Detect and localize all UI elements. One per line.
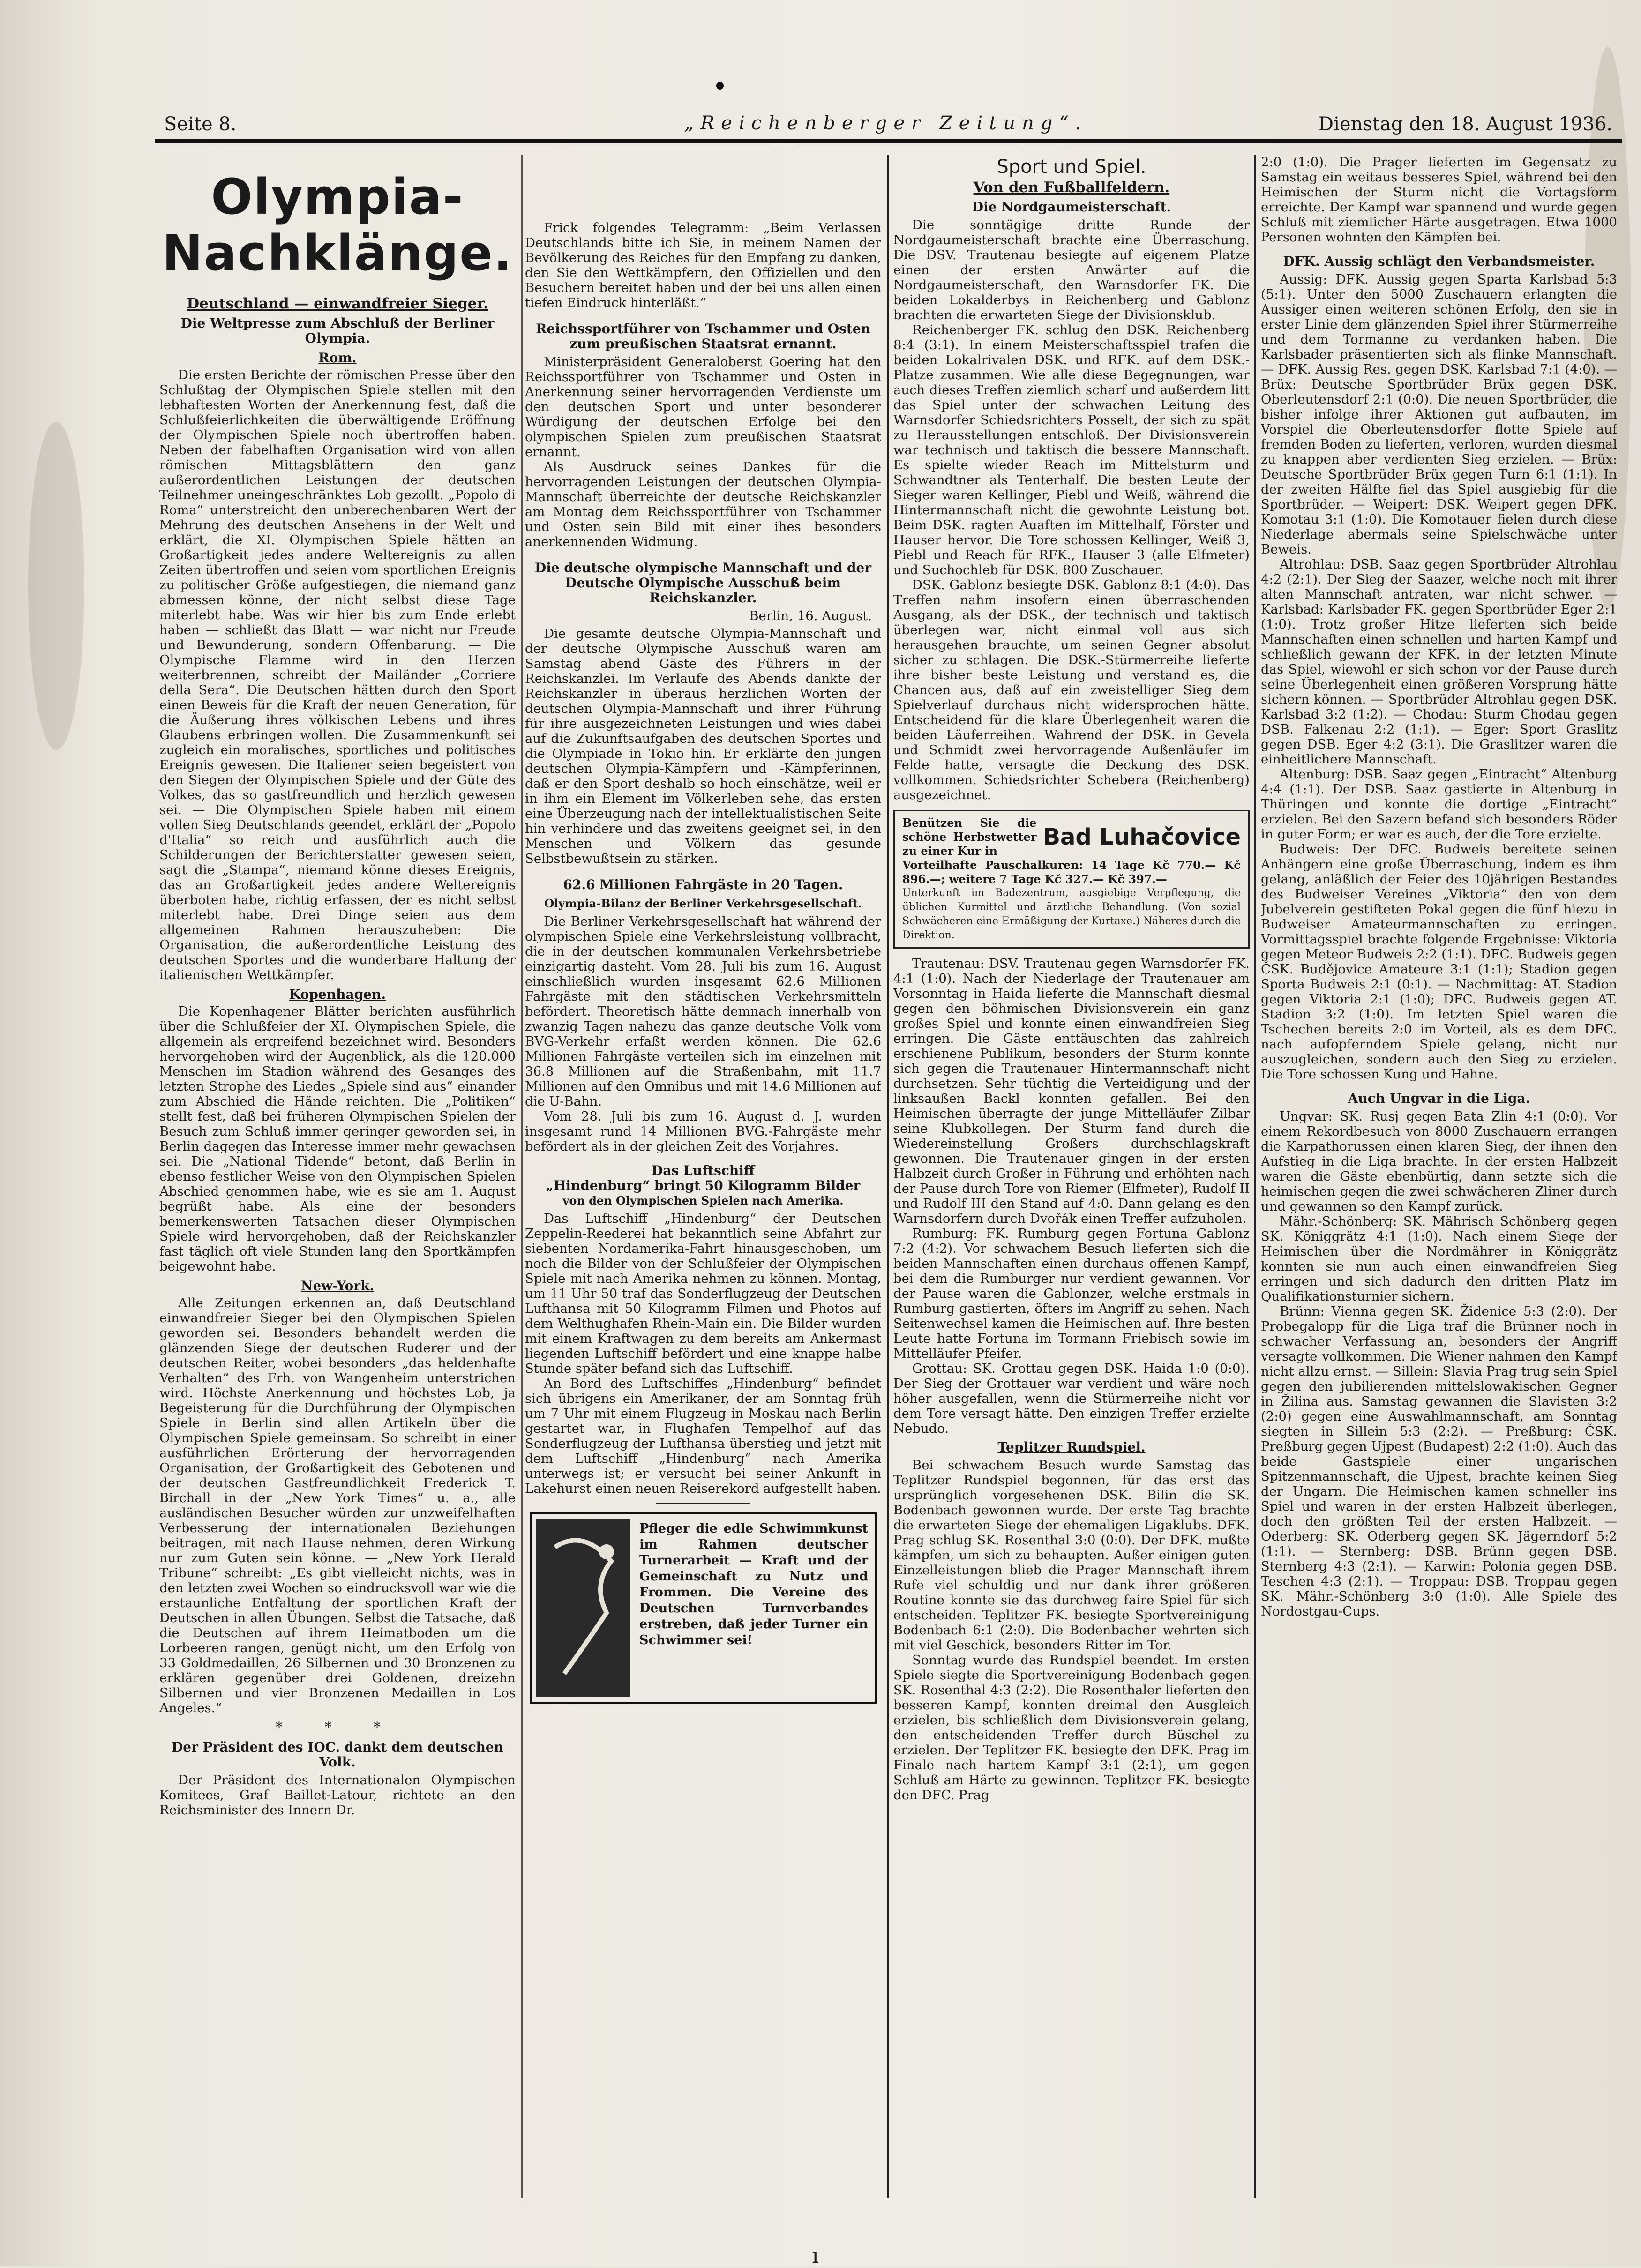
subheading-luftschiff-2: „Hindenburg“ bringt 50 Kilogramm Bilder xyxy=(546,1178,861,1193)
column-4 xyxy=(1261,155,1617,2198)
fold-mark: ı xyxy=(812,2243,819,2268)
advert-luhacovice xyxy=(893,810,1250,949)
column-1 xyxy=(159,155,516,2198)
subheading-tschammer: Reichssportführer von Tschammer und Osten zum preußischen Staatsrat ernannt. xyxy=(536,321,870,352)
column-2 xyxy=(525,155,881,2198)
paragraph: Alle Zeitungen erkennen an, daß Deutschland einwandfreier Sieger bei den Olympischen Spielen geworden sei. Besonders behandelt werden die glänzenden Siege der deutschen Ruderer und der deutschen Reiter, wobei besonders „das heldenhafte Verhalten“ des Frh. von Wangenheim unterstrichen wird. Höchste Anerkennung und höchstes Lob, ja Begeisterung für die Durchführung der Olympischen Spiele in Berlin sind allen Artikeln über die Olympischen Spiele gemeinsam. So schreibt in einer ausführlichen Erörterung der hervorragenden Organisation, der Großartigkeit des Gebotenen und der deutschen Gastfreundlichkeit Frederick T. Birchall in der „New York Times“ u. a., alle ausländischen Besucher würden zur unzweifelhaften Verbesserung der internationalen Beziehungen beitragen, mit nach Hause nehmen, deren Wirkung nur zum Guten sein könne. — „New York Herald Tribune“ schreibt: „Es gibt vielleicht nichts, was in den letzten zwei Wochen so eindrucksvoll war wie die erstaunliche Entfaltung der sportlichen Kraft der Deutschen in allen Übungen. Selbst die Tatsache, daß die Deutschen auf ihrem Heimatboden um die Lorbeeren rangen, genügt nicht, um den Erfolg von 33 Goldmedaillen, 26 Silbernen und 30 Bronzenen zu erklären gegenüber drei Goldenen, dreizehn Silbernen und vier Bronzenen Medaillen in Los Angeles.“ xyxy=(159,1295,516,1715)
column-divider xyxy=(521,155,523,2198)
article-kicker: Die Weltpresse zum Abschluß der Berliner Olympia. xyxy=(180,315,495,346)
paragraph: Reichenberger FK. schlug den DSK. Reichenberg 8:4 (3:1). In einem Meisterschaftsspiel trafen die beiden Lokalrivalen DSK. und RFK. auf dem DSK.-Platze zusammen. Wie alle diese Begegnungen, war auch dieses Treffen ziemlich scharf und außerdem litt das Spiel unter der schwachen Leitung des Warnsdorfer Schiedsrichters Posselt, der sich zu spät zu Herausstellungen entschloß. Der Divisionsverein war technisch und taktisch die bessere Mannschaft. Es spielte wieder Reach im Mittelsturm und Schwandtner als Tenterhalf. Die besten Leute der Sieger waren Kellinger, Piebl und Weiß, während die Hintermannschaft nicht die gewohnte Leistung bot. Beim DSK. ragten Auaften im Mittelhalf, Förster und Hauser hervor. Die Tore schossen Kellinger, Weiß 3, Piebl und Reach für RFK., Hauser 3 (alle Elfmeter) und Suchochleb für DSK. 800 Zuschauer. xyxy=(893,322,1250,577)
swimmer-icon xyxy=(536,1519,630,1697)
swimmer-illustration xyxy=(536,1519,630,1697)
paragraph: Budweis: Der DFC. Budweis bereitete seinen Anhängern eine große Überraschung, indem es ihm gelang, anläßlich der Feier des 10jährigen Bestandes des Budweiser Vereines „Viktoria“ den von dem Jubelverein gestifteten Pokal gegen die fünf hiezu in Budweiser Amateurmannschaften zu erringen. Vormittagsspiel brachte folgende Ergebnisse: Viktoria gegen Meteor Budweis 2:2 (1:1). DFC. Budweis gegen ČSK. Budějovice Amateure 3:1 (1:1); Stadion gegen Sporta Budweis 2:1 (0:1). — Nachmittag: AT. Stadion gegen Viktoria 2:1 (1:0); DFC. Budweis gegen AT. Stadion 3:2 (1:0). Im letzten Spiel waren die Tschechen bereits 2:0 im Vorteil, als es dem DFC. nach aufopferndem Spiele gelang, nicht nur auszugleichen, sondern auch den Sieg zu erzielen. Die Tore schossen Kung und Hahne. xyxy=(1261,842,1617,1082)
paragraph: 2:0 (1:0). Die Prager lieferten im Gegensatz zu Samstag ein weitaus besseres Spiel, während bei den Heimischen der Sturm nicht die Vortagsform erreichte. Der Kampf war spannend und wurde gegen Schluß mit ziemlicher Härte ausgetragen. Etwa 1000 Personen wohnten den Kämpfen bei. xyxy=(1261,155,1617,245)
advert-prices: Vorteilhafte Pauschalkuren: 14 Tage Kč 770.— Kč 896.—; weitere 7 Tage Kč 327.— Kč 397.— xyxy=(902,858,1241,886)
place-heading-rom: Rom. xyxy=(318,350,357,366)
paper-stain xyxy=(28,422,84,750)
paragraph: Die ersten Berichte der römischen Presse über den Schlußtag der Olympischen Spiele stellen mit den lebhaftesten Worten der Anerkennung fest, daß die Schlußfeierlichkeiten die überwältigende Eröffnung der Olympischen Spiele noch übertroffen haben. Neben der fabelhaften Organisation wird von allen römischen Mittagsblättern den ganz außerordentlichen Leistungen der deutschen Teilnehmer uneingeschränktes Lob gezollt. „Popolo di Roma“ unterstreicht den unberechenbaren Wert der Mehrung des deutschen Ansehens in der Welt und erklärt, die XI. Olympischen Spiele hätten an Großartigkeit jedes andere Weltereignis zu allen Zeiten übertroffen und seien vom sportlichen Ereignis zu politischer Größe aufgestiegen, die niemand ganz abmessen könne, der nicht selbst diese Tage miterlebt habe. Was wir hier bis zum Ende erlebt haben — schließt das Blatt — war nicht nur Freude und Bewunderung, sondern Offenbarung. — Die Olympische Flamme wird in den Herzen weiterbrennen, schreibt der Mailänder „Corriere della Sera“. Die Deutschen hätten durch den Sport einen Beweis für die Kraft der neuen Generation, für die Äußerung ihres völkischen Lebens und ihres Glaubens erbringen wollen. Die Zusammenkunft sei zugleich ein moralisches, sportliches und politisches Ereignis gewesen. Die Italiener seien begeistert von den Siegen der Olympischen Spiele und der Güte des Volkes, das so gastfreundlich und herzlich gewesen sei. — Die Olympischen Spiele haben mit einem vollen Sieg Deutschlands geendet, erklärt der „Popolo d'Italia“ so reich und ausführlich auch die Schilderungen der Berichterstatter gewesen seien, sagt die „Stampa“, niemand könne dieses Ereignis, das an Großartigkeit jedes andere Weltereignis überboten habe, richtig erfassen, der es nicht selbst miterlebt habe. Drei Dinge seien aus dem allgemeinen Rahmen herauszuheben: Die Organisation, die außerordentliche Leistung des deutschen Sportes und die wunderbare Haltung der italienischen Wettkämpfer. xyxy=(159,367,516,982)
subheading-fussball: Von den Fußballfeldern. xyxy=(973,179,1170,196)
advert-brand: Bad Luhačovice xyxy=(1043,824,1241,850)
paragraph: Aussig: DFK. Aussig gegen Sparta Karlsbad 5:3 (5:1). Unter den 5000 Zuschauern erlangten die Aussiger einen weiteren schönen Erfolg, den sie in erster Linie dem glänzenden Spiel ihrer Stürmerreihe und dem Tormanne zu verdanken haben. Die Karlsbader präsentierten sich als flinke Mannschaft. — DFK. Aussig Res. gegen DSK. Karlsbad 7:1 (4:0). — Brüx: Deutsche Sportbrüder Brüx gegen DSK. Oberleutensdorf 2:1 (0:0). Die neuen Sportbrüder, die bisher infolge ihrer Aktionen gut aufbauten, im Vorspiel die Oberleutensdorfer flotte Spiele auf fremden Boden zu lieferten, verloren, wurden diesmal zu knappen aber verdienten Sieg erzielen. — Brüx: Deutsche Sportbrüder Brüx gegen Turn 6:1 (1:1). In der zweiten Hälfte fiel das Spiel ausgiebig für die Sportbrüder. — Weipert: DSK. Weipert gegen DFK. Komotau 3:1 (1:0). Die Komotauer fielen durch diese Niederlage abermals seine Spielschwäche unter Beweis. xyxy=(1261,272,1617,557)
paragraph: Frick folgendes Telegramm: „Beim Verlassen Deutschlands bitte ich Sie, in meinem Namen der Bevölkerung des Reiches für den Empfang zu danken, den Sie den Wettkämpfern, den Offiziellen und den Besuchern bereitet haben und der bei uns allen einen tiefen Eindruck hinterläßt.“ xyxy=(525,220,881,310)
paragraph: Vom 28. Juli bis zum 16. August d. J. wurden insgesamt rund 14 Millionen BVG.-Fahrgäste mehr befördert als in der gleichen Zeit des Vorjahres. xyxy=(525,1109,881,1154)
short-rule xyxy=(656,1503,750,1504)
advert-schwimmen xyxy=(530,1512,877,1704)
subheading-ioc: Der Präsident des IOC. dankt dem deutschen Volk. xyxy=(171,1739,503,1770)
subheading-luftschiff-3: von den Olympischen Spielen nach Amerika. xyxy=(562,1194,844,1207)
paragraph: An Bord des Luftschiffes „Hindenburg“ befindet sich übrigens ein Amerikaner, der am Sonntag früh um 7 Uhr mit einem Flugzeug in Moskau nach Berlin gestartet war, in Flughafen Tempelhof auf das Sonderflugzeug der Lufthansa überstieg und jetzt mit dem Luftschiff „Hindenburg“ nach Amerika unterwegs ist; er versucht bei seiner Ankunft in Lakehurst einen neuen Reiserekord aufgestellt haben. xyxy=(525,1376,881,1496)
kicker-nordgau: Die Nordgaumeisterschaft. xyxy=(972,199,1171,215)
place-heading-newyork: New-York. xyxy=(300,1278,375,1294)
paragraph: Mähr.-Schönberg: SK. Mährisch Schönberg gegen SK. Königgrätz 4:1 (1:0). Nach einem Siege der Heimischen über die Nordmährer in Königgrätz konnten sie nun auch einen einwandfreien Sieg erringen und sich dadurch den dritten Platz im Qualifikationsturnier sichern. xyxy=(1261,1214,1617,1304)
top-center-dot xyxy=(716,82,724,90)
advert-details: Unterkunft im Badezentrum, ausgiebige Verpflegung, die üblichen Kurmittel und ärztliche Behandlung. (Von sozial Schwächeren eine Ermäßigung der Kurtaxe.) Näheres durch die Direktion. xyxy=(902,887,1241,941)
paragraph: Rumburg: FK. Rumburg gegen Fortuna Gablonz 7:2 (4:2). Vor schwachem Besuch lieferten sich die beiden Mannschaften einen durchaus offenen Kampf, bei dem die Rumburger nur verdient gewannen. Vor der Pause waren die Gablonzer, welche erstmals in Rumburg gastierten, öfters im Angriff zu sehen. Nach Seitenwechsel kamen die Heimischen auf. Ihre besten Leute hatte Fortuna im Tormann Friebisch sowie im Mittelläufer Pfeifer. xyxy=(893,1226,1250,1361)
section-title: Sport und Spiel. xyxy=(997,156,1146,178)
paragraph: Bei schwachem Besuch wurde Samstag das Teplitzer Rundspiel begonnen, für das erst das ursprünglich vorgesehenen DSK. Bilin die SK. Bodenbach gewonnen wurde. Der erste Tag brachte die erwarteten Siege der ehemaligen Ligaklubs. DFK. Prag schlug SK. Rosenthal 3:0 (0:0). Der DFK. mußte kämpfen, um sich zu behaupten. Außer einigen guten Einzelleistungen blieb die Prager Mannschaft ihrem Rufe viel schuldig und nur dank ihrer größeren Routine konnte sie das durchweg faire Spiel für sich entscheiden. Teplitzer FK. besiegte Sportvereinigung Bodenbach 6:1 (2:0). Die Bodenbacher wehrten sich mit viel Geschick, besonders Ritter im Tor. xyxy=(893,1458,1250,1653)
article-subheadline: Deutschland — einwandfreier Sieger. xyxy=(187,295,488,312)
subheading-aussig: DFK. Aussig schlägt den Verbandsmeister. xyxy=(1283,254,1595,269)
paragraph: Die Kopenhagener Blätter berichten ausführlich über die Schlußfeier der XI. Olympischen Spiele, die allgemein als ergreifend bezeichnet wird. Besonders hervorgehoben wird der Augenblick, als die 120.000 Menschen im Stadion während des Gesanges des letzten Strophe des Liedes „Spiele sind aus“ einander zum Abschied die Hände reichten. Die „Politiken“ stellt fest, daß bei früheren Olympischen Spielen der Besuch zum Schluß immer geringer geworden sei, in Berlin dagegen das Interesse immer mehr gewachsen sei. Die „National Tidende“ betont, daß Berlin in ebenso festlicher Weise von den Olympischen Spielen Abschied genommen habe, wie es sie am 1. August begrüßt habe. Als eine der besonders bemerkenswerten Tatsachen dieser Olympischen Spiele wird hervorgehoben, daß der Reichskanzler fast täglich oft viele Stunden lang den Sportkämpfen beigewohnt habe. xyxy=(159,1004,516,1274)
paragraph: Das Luftschiff „Hindenburg“ der Deutschen Zeppelin-Reederei hat bekanntlich seine Abfahrt zur siebenten Nordamerika-Fahrt hinausgeschoben, um noch die Bilder von der Schlußfeier der Olympischen Spiele mit nach Amerika nehmen zu können. Montag, um 11 Uhr 50 traf das Sonderflugzeug der Deutschen Lufthansa mit 50 Kilogramm Filmen und Photos auf dem Welthughafen Rhein-Main ein. Die Bilder wurden mit einem Kraftwagen zu dem bereits am Ankermast liegenden Luftschiff befördert und eine knappe halbe Stunde später befand sich das Luftschiff. xyxy=(525,1211,881,1376)
subheading-ungvar: Auch Ungvar in die Liga. xyxy=(1348,1091,1530,1106)
paragraph: Der Präsident des Internationalen Olympischen Komitees, Graf Baillet-Latour, richtete an den Reichsminister des Innern Dr. xyxy=(159,1773,516,1818)
page-header xyxy=(155,111,1617,139)
advert-line: Benützen Sie die schöne Herbstwetter zu einer Kur in xyxy=(902,816,1037,858)
subheading-teplitz: Teplitzer Rundspiel. xyxy=(997,1439,1146,1455)
paragraph: Die sonntägige dritte Runde der Nordgaumeisterschaft brachte eine Überraschung. Die DSV. Trautenau besiegte auf eigenem Platze einen der ersten Anwärter auf die Nordgaumeisterschaft, den Warnsdorfer FK. Die beiden Lokalderbys in Reichenberg und Gablonz brachten die erwarteten Siege der Divisionsklub. xyxy=(893,217,1250,322)
issue-date: Dienstag den 18. August 1936. xyxy=(1319,113,1612,135)
subheading-mannschaft: Die deutsche olympische Mannschaft und der Deutsche Olympische Ausschuß beim Reichskanzler. xyxy=(534,560,872,606)
paragraph: Als Ausdruck seines Dankes für die hervorragenden Leistungen der deutschen Olympia-Mannschaft überreichte der deutsche Reichskanzler am Montag dem Reichssportführer von Tschammer und Osten sein Bild mit einer ihes besonders anerkennenden Widmung. xyxy=(525,459,881,549)
kicker-bvg: Olympia-Bilanz der Berliner Verkehrsgesellschaft. xyxy=(544,897,862,910)
paragraph: Die gesamte deutsche Olympia-Mannschaft und der deutsche Olympische Ausschuß waren am Samstag abend Gäste des Führers in der Reichskanzlei. Im Verlaufe des Abends dankte der Reichskanzler in überaus herzlichen Worten der deutschen Olympia-Mannschaft und ihrer Führung für ihre ausgezeichneten Leistungen und wies dabei auf die Zukunftsaufgaben des deutschen Sportes und die Olympiade in Tokio hin. Er erklärte den jungen deutschen Olympia-Kämpfern und -Kämpferinnen, daß er den Sport deshalb so hoch einschätze, weil er in ihm ein Element im Völkerleben sehe, das ersten eine Überzeugung nach der intellektualistischen Seite hin verhindere und das zweitens geeignet sei, in den Menschen und Völkern das gesunde Selbstbewußtsein zu stärken. xyxy=(525,626,881,866)
separator-stars: * * * xyxy=(275,1719,400,1736)
article-headline: Olympia-Nachklänge. xyxy=(162,168,513,282)
paragraph: Sonntag wurde das Rundspiel beendet. Im ersten Spiele siegte die Sportvereinigung Bodenbach gegen SK. Rosenthal 4:3 (2:2). Die Rosenthaler lieferten den besseren Kampf, konnten dreimal den Ausgleich erzielen, bis schließlich dem Divisionsverein gelang, den entscheidenden Treffer durch Büschel zu erzielen. Der Teplitzer FK. besiegte den DFK. Prag im Finale nach hartem Kampf 3:1 (2:1), um gegen Schluß am Härte zu gewinnen. Teplitzer FK. besiegte den DFC. Prag xyxy=(893,1653,1250,1803)
header-rule xyxy=(155,139,1622,143)
dateline: Berlin, 16. August. xyxy=(749,608,872,623)
paragraph: Brünn: Vienna gegen SK. Židenice 5:3 (2:0). Der Probegalopp für die Liga traf die Brünner noch in schwacher Verfassung an, besonders der Angriff versagte vollkommen. Die Wiener nahmen den Kampf nicht allzu ernst. — Sillein: Slavia Prag trug sein Spiel gegen den jubilierenden mittelslowakischen Gegner in Žilina aus. Samstag gewannen die Slavisten 3:2 (2:0) gegen eine Auswahlmannschaft, am Sonntag siegten in Sillein 5:3 (2:2). — Preßburg: ČSK. Preßburg gegen Ujpest (Budapest) 2:2 (1:0). Auch das beide Gastspiele einer ungarischen Spitzenmannschaft, die Ujpest, brachte keinen Sieg der Ungarn. Die Heimischen kamen schneller ins Spiel und waren in der ersten Halbzeit überlegen, doch den größten Teil der ersten Halbzeit. — Oderberg: SK. Oderberg gegen SK. Jägerndorf 5:2 (1:1). — Sternberg: DSB. Brünn gegen DSB. Sternberg 4:3 (2:1). — Karwin: Polonia gegen DSB. Teschen 4:3 (2:1). — Troppau: DSB. Troppau gegen SK. Mähr.-Schönberg 3:0 (1:0). Alle Spiele des Nordostgau-Cups. xyxy=(1261,1304,1617,1619)
paragraph: Trautenau: DSV. Trautenau gegen Warnsdorfer FK. 4:1 (1:0). Nach der Niederlage der Trautenauer am Vorsonntag in Haida lieferte die Mannschaft diesmal gegen den böhmischen Divisionsverein ein ganz großes Spiel und konnte einen einwandfreien Sieg erringen. Die Gäste enttäuschten das zahlreich erschienene Publikum, besonders der Sturm konnte sich gegen die Trautenauer Hintermannschaft nicht durchsetzen. Sehr tüchtig die Verteidigung und der linksaußen Backl konnten gefallen. Bei den Heimischen überragte der junge Mittelläufer Zilbar seine Klubkollegen. Der Sturm fand durch die Wiedereinstellung Großers durchschlagskraft gewonnen. Die Trautenauer gingen in der ersten Halbzeit durch Großer in Führung und erhöhten nach der Pause durch Tore von Riemer (Elfmeter), Rudolf II und Rudolf III den Stand auf 4:0. Dann gelang es den Warnsdorfern durch Dvořák einen Treffer aufzuholen. xyxy=(893,956,1250,1226)
paragraph: Altenburg: DSB. Saaz gegen „Eintracht“ Altenburg 4:4 (1:1). Der DSB. Saaz gastierte in Altenburg in Thüringen und konnte die dortige „Eintracht“ erzielen. Bei den Sazern befand sich besonders Röder in guter Form; er war es auch, der die Tore erzielte. xyxy=(1261,767,1617,842)
page-number: Seite 8. xyxy=(164,113,237,135)
paragraph: Die Berliner Verkehrsgesellschaft hat während der olympischen Spiele eine Verkehrsleistung vollbracht, die in der deutschen kommunalen Verkehrsbetriebe einzigartig dasteht. Vom 28. Juli bis zum 16. August einschließlich wurden insgesamt 62.6 Millionen Fahrgäste mit den städtischen Verkehrsmitteln befördert. Theoretisch hätte demnach innerhalb von zwanzig Tagen nahezu das ganze deutsche Volk vom BVG-Verkehr erfaßt werden können. Die 62.6 Millionen Fahrgäste verteilen sich im einzelnen mit 36.8 Millionen auf die Straßenbahn, mit 11.7 Millionen auf den Omnibus und mit 14.6 Millionen auf die U-Bahn. xyxy=(525,914,881,1109)
advert-text: Pfleger die edle Schwimmkunst im Rahmen deutscher Turnerarbeit — Kraft und der Gemeinschaft zu Nutz und Frommen. Die Vereine des Deutschen Turnverbandes erstreben, daß jeder Turner ein Schwimmer sei! xyxy=(639,1521,868,1647)
column-divider xyxy=(1254,155,1256,2198)
paragraph: DSK. Gablonz besiegte DSK. Gablonz 8:1 (4:0). Das Treffen nahm insofern einen überraschenden Ausgang, als der DSK., der technisch und taktisch überlegen war, nicht einmal voll aus sich herausgehen brauchte, um seinen Gegner absolut sicher zu schlagen. Die DSK.-Stürmerreihe lieferte ihre bisher beste Leistung und verstand es, die Chancen aus, daß auf ein zweistelliger Sieg dem Spielverlauf durchaus nicht widersprochen hätte. Entscheidend für die klare Überlegenheit waren die beiden Läuferreihen. Wahrend der DSK. in Gevela und Schmidt zwei hervorragende Außenläufer im Felde hatte, versagte die Deckung des DSK. vollkommen. Schiedsrichter Schebera (Reichenberg) ausgezeichnet. xyxy=(893,577,1250,802)
paragraph: Ungvar: SK. Rusj gegen Bata Zlin 4:1 (0:0). Vor einem Rekordbesuch von 8000 Zuschauern errangen die Karpathorussen einen klaren Sieg, der ihnen den Aufstieg in die Liga brachte. In der ersten Halbzeit waren die Gäste ebenbürtig, dann setzte sich die heimischen gegen die zwei schwächeren Zliner durch und gewannen so den Kampf zurück. xyxy=(1261,1109,1617,1214)
paragraph: Grottau: SK. Grottau gegen DSK. Haida 1:0 (0:0). Der Sieg der Grottauer war verdient und wäre noch höher ausgefallen, wenn die Stürmerreihe nicht vor dem Tore versagt hätte. Den einzigen Treffer erzielte Nebudo. xyxy=(893,1361,1250,1436)
place-heading-kopenhagen: Kopenhagen. xyxy=(289,987,386,1002)
subheading-luftschiff-1: Das Luftschiff xyxy=(652,1163,755,1178)
column-divider xyxy=(887,155,889,2198)
subheading-fahrgaeste: 62.6 Millionen Fahrgäste in 20 Tagen. xyxy=(563,877,843,892)
paper-name: „Reichenberger Zeitung“. xyxy=(684,112,1088,134)
paragraph: Ministerpräsident Generaloberst Goering hat den Reichssportführer von Tschammer und Osten in Anerkennung seiner hervorragenden Verdienste um den deutschen Sport und unter besonderer Würdigung der deutschen Erfolge bei den olympischen Spielen zum preußischen Staatsrat ernannt. xyxy=(525,354,881,459)
paragraph: Altrohlau: DSB. Saaz gegen Sportbrüder Altrohlau 4:2 (2:1). Der Sieg der Saazer, welche noch mit ihrer alten Mannschaft antraten, war nicht schwer. — Karlsbad: Karlsbader FK. gegen Sportbrüder Eger 2:1 (1:0). Trotz großer Hitze lieferten sich beide Mannschaften einen schnellen und harten Kampf und schließlich gewann der KFK. in der letzten Minute das Spiel, wiewohl er sich schon vor der Pause durch seine Überlegenheit einen größeren Vorsprung hätte sichern können. — Sportbrüder Altrohlau gegen DSK. Karlsbad 3:2 (1:2). — Chodau: Sturm Chodau gegen DSB. Falkenau 2:2 (1:1). — Eger: Sport Graslitz gegen DSB. Eger 4:2 (3:1). Die Graslitzer waren die einheitlichere Mannschaft. xyxy=(1261,557,1617,767)
column-3 xyxy=(893,155,1250,2198)
